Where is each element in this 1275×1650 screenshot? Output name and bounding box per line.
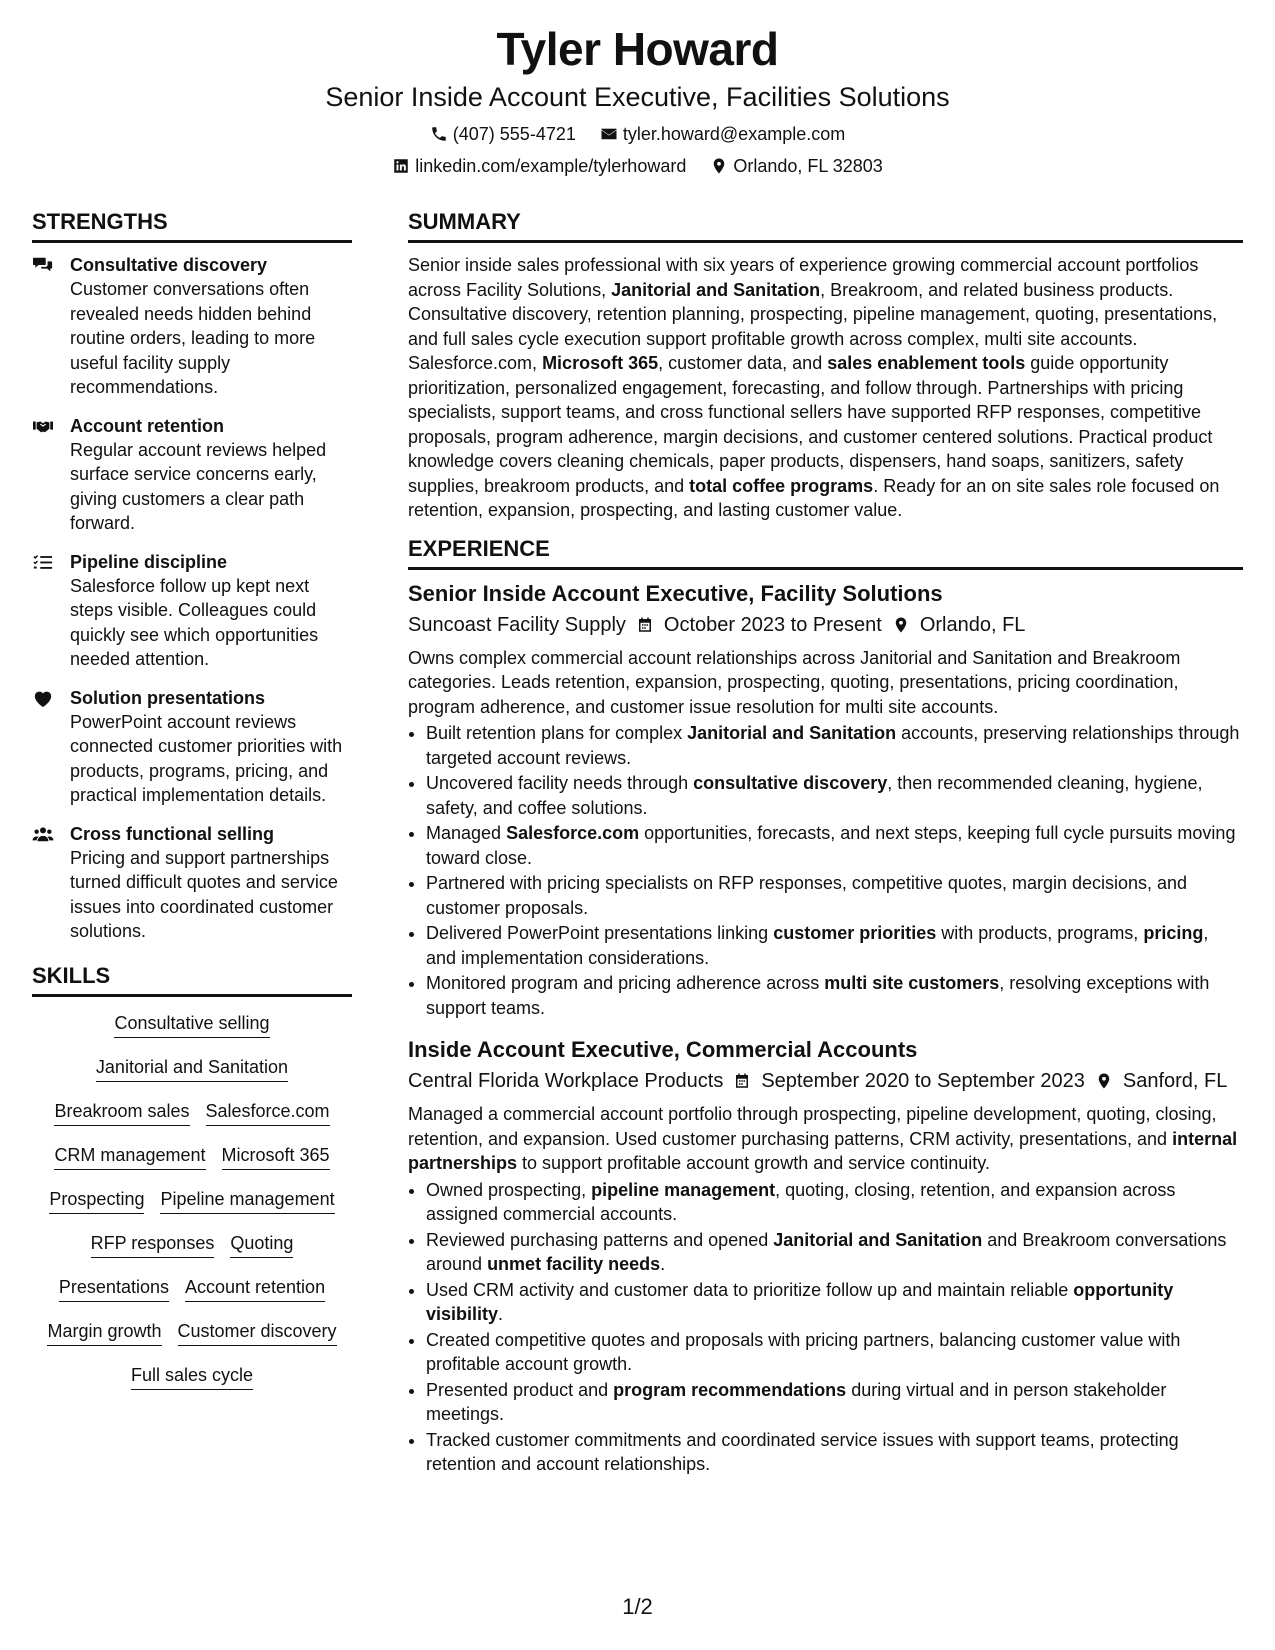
strength-description: PowerPoint account reviews connected customer priorities with products, programs, pricing, and practical implementation details. [70,711,343,805]
location-contact [710,154,882,178]
right-column [408,208,1243,1478]
users-icon [32,824,54,844]
linkedin-contact[interactable] [392,154,686,178]
job-bullet: • Built retention plans for complex Janitorial and Sanitation accounts, preserving relationships through targeted account reviews. [426,721,1243,770]
heart-icon [32,688,54,708]
skill-tag: Customer discovery [178,1319,337,1346]
strength-icon-wrap [32,686,70,808]
job-company: Central Florida Workplace Products [408,1070,724,1092]
skill-tag: Consultative selling [114,1011,269,1038]
calendar-icon [733,1072,751,1090]
chat-bubbles-icon [32,255,54,275]
strength-description: Pricing and support partnerships turned difficult quotes and service issues into coordinated customer solutions. [70,847,338,941]
map-pin-icon [710,157,728,175]
envelope-icon [600,125,618,143]
skill-tag: Full sales cycle [131,1363,253,1390]
map-pin-icon [1095,1072,1113,1090]
strength-description: Regular account reviews helped surface service concerns early, giving customers a clear path forward. [70,439,327,533]
strength-body [70,550,352,672]
strength-body [70,686,352,808]
linkedin-text: linkedin.com/example/tylerhoward [415,156,687,176]
job-title: Senior Inside Account Executive, Facility Solutions [408,580,943,606]
job-bullet: • Monitored program and pricing adherence across multi site customers, resolving exceptions with support teams. [426,971,1243,1020]
skill-row [32,1055,352,1082]
skill-row [32,1231,352,1258]
job-entry [408,1036,1243,1477]
strengths-list [32,253,352,944]
job-bullet: • Partnered with pricing specialists on RFP responses, competitive quotes, margin decisions, and customer proposals. [426,871,1243,920]
job-dates: October 2023 to Present [663,613,882,636]
job-bullets [408,721,1243,1020]
skills-heading: SKILLS [32,962,352,997]
job-bullets [408,1178,1243,1477]
skill-tag: Prospecting [49,1187,144,1214]
strength-item [32,686,352,808]
map-pin-icon [892,616,910,634]
strength-body [70,414,352,536]
skill-row [32,1099,352,1126]
phone-icon [430,125,448,143]
job-dates: September 2020 to September 2023 [761,1070,1085,1092]
handshake-icon [32,416,54,436]
skill-row [32,1143,352,1170]
skill-row [32,1319,352,1346]
job-location: Sanford, FL [1122,1070,1228,1092]
skill-tag: Account retention [185,1275,325,1302]
skill-tag: CRM management [54,1143,205,1170]
contact-row-2 [0,154,1275,178]
strength-icon-wrap [32,253,70,400]
job-description: Managed a commercial account portfolio through prospecting, pipeline development, quoting, closing, retention, and expansion. Used customer purchasing patterns, CRM activity, presentations, and internal partnerships to support profitable account growth and service continuity. [408,1104,1238,1173]
calendar-icon [636,616,654,634]
skill-tag: Salesforce.com [206,1099,330,1126]
strength-title: Solution presentations [70,687,266,708]
strength-item [32,414,352,536]
strength-title: Cross functional selling [70,823,275,844]
job-bullet: • Presented product and program recommendations during virtual and in person stakeholder meetings. [426,1378,1243,1427]
skill-tag: Breakroom sales [54,1099,189,1126]
job-bullet: • Used CRM activity and customer data to prioritize follow up and maintain reliable opportunity visibility. [426,1278,1243,1327]
contact-row-1 [0,122,1275,146]
job-location: Orlando, FL [919,613,1026,636]
strength-item [32,822,352,944]
location-text: Orlando, FL 32803 [733,156,883,176]
job-bullet: • Owned prospecting, pipeline management, quoting, closing, retention, and expansion across assigned commercial accounts. [426,1178,1243,1227]
job-meta [408,1068,1243,1094]
skill-row [32,1011,352,1038]
job-bullet: • Uncovered facility needs through consultative discovery, then recommended cleaning, hygiene, safety, and coffee solutions. [426,771,1243,820]
skill-row [32,1363,352,1390]
skill-tag: Microsoft 365 [222,1143,330,1170]
job-bullet: • Reviewed purchasing patterns and opened Janitorial and Sanitation and Breakroom conversations around unmet facility needs. [426,1228,1243,1277]
job-entry [408,580,1243,1021]
strength-item [32,550,352,672]
job-description: Owns complex commercial account relationships across Janitorial and Sanitation and Breakroom categories. Leads retention, expansion, prospecting, quoting, presentations, pricing coordination, program adherence, and customer issue resolution for multi site accounts. [408,647,1181,717]
skill-tag: Quoting [230,1231,293,1258]
skills-list [32,1007,352,1390]
strength-icon-wrap [32,550,70,672]
candidate-name: Tyler Howard [496,23,779,75]
page-number: 1/2 [622,1594,653,1619]
job-bullet: • Created competitive quotes and proposals with pricing partners, balancing customer value with profitable account growth. [426,1328,1243,1377]
summary-text: Senior inside sales professional with six years of experience growing commercial account portfolios across Facility Solutions, Janitorial and Sanitation, Breakroom, and related business products. Consultative discovery, retention planning, prospecting, pipeline management, quoting, presentations, and full sales cycle execution support profitable growth across complex, multi site accounts. Salesforce.com, Microsoft 365, customer data, and sales enablement tools guide opportunity prioritization, personalized engagement, forecasting, and follow through. Partnerships with pricing specialists, support teams, and cross functional sellers have supported RFP responses, competitive proposals, program adherence, margin decisions, and customer centered solutions. Practical product knowledge covers cleaning chemicals, paper products, dispensers, hand soaps, sanitizers, safety supplies, breakroom products, and total coffee programs. Ready for an on site sales role focused on retention, expansion, prospecting, and lasting customer value. [408,255,1220,520]
strengths-heading: STRENGTHS [32,208,352,243]
strength-icon-wrap [32,414,70,536]
skill-tag: Janitorial and Sanitation [96,1055,288,1082]
strength-description: Customer conversations often revealed needs hidden behind routine orders, leading to more useful facility supply recommendations. [70,279,316,397]
email-text: tyler.howard@example.com [622,124,846,144]
linkedin-icon [392,157,410,175]
job-meta [408,612,1243,638]
job-company: Suncoast Facility Supply [408,613,626,636]
job-title: Inside Account Executive, Commercial Accounts [408,1037,918,1062]
candidate-title: Senior Inside Account Executive, Facilities Solutions [325,82,950,112]
job-bullet: • Delivered PowerPoint presentations linking customer priorities with products, programs, pricing, and implementation considerations. [426,921,1243,970]
job-bullet: • Tracked customer commitments and coordinated service issues with support teams, protecting retention and account relationships. [426,1428,1243,1477]
experience-heading: EXPERIENCE [408,535,1243,570]
email-contact[interactable] [600,122,845,146]
skill-row [32,1275,352,1302]
strength-body [70,822,352,944]
skill-tag: Margin growth [47,1319,161,1346]
strength-item [32,253,352,400]
strength-title: Account retention [70,415,225,436]
resume-header [0,0,1275,178]
skill-tag: Presentations [59,1275,169,1302]
phone-contact[interactable] [430,122,576,146]
skill-tag: Pipeline management [160,1187,334,1214]
strength-title: Pipeline discipline [70,551,228,572]
strength-body [70,253,352,400]
strength-icon-wrap [32,822,70,944]
checklist-icon [32,552,54,572]
left-column [32,208,352,1407]
phone-text: (407) 555-4721 [452,124,576,144]
skill-row [32,1187,352,1214]
job-bullet: • Managed Salesforce.com opportunities, forecasts, and next steps, keeping full cycle pursuits moving toward close. [426,821,1243,870]
strength-description: Salesforce follow up kept next steps visible. Colleagues could quickly see which opportunities needed attention. [70,575,319,669]
strength-title: Consultative discovery [70,255,268,275]
jobs-list [408,580,1243,1477]
summary-heading: SUMMARY [408,208,1243,243]
skill-tag: RFP responses [91,1231,215,1258]
